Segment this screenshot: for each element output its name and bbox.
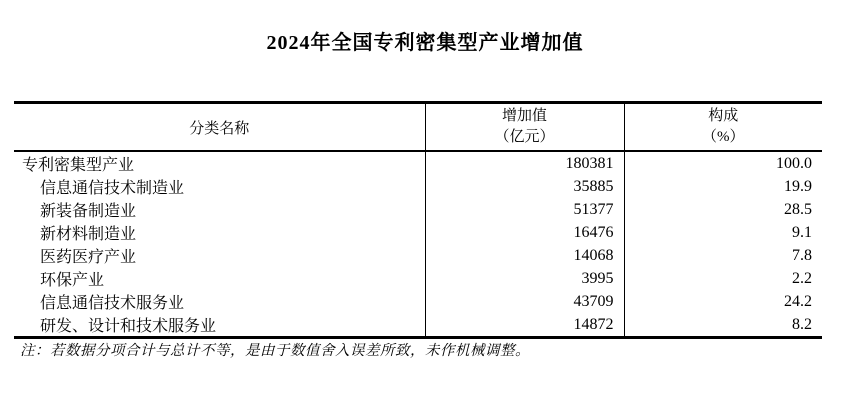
table-row [14,313,822,338]
header-share [624,103,822,152]
value-cell: 14068 [425,244,624,267]
header-category-label: 分类名称 [189,120,250,137]
header-value-label: 增加值 [501,108,547,124]
share-cell: 2.2 [624,267,822,290]
header-row [14,103,822,152]
value-cell: 14872 [425,313,624,338]
share-cell: 24.2 [624,290,822,313]
category-cell: 新材料制造业 [40,226,137,243]
value-cell: 35885 [425,175,624,198]
share-cell: 9.1 [624,221,822,244]
value-cell: 180381 [425,151,624,175]
table-row [14,151,822,175]
value-cell: 43709 [425,290,624,313]
table-row [14,244,822,267]
share-cell: 8.2 [624,313,822,338]
share-cell: 100.0 [624,151,822,175]
category-cell: 信息通信技术服务业 [40,295,185,312]
page-title: 2024年全国专利密集型产业增加值 [266,32,584,54]
category-cell: 信息通信技术制造业 [40,180,185,197]
header-share-label: 构成 [708,108,739,124]
category-cell: 医药医疗产业 [40,249,137,266]
header-category [14,103,425,152]
category-cell: 环保产业 [40,272,105,289]
share-cell: 7.8 [624,244,822,267]
table-row [14,290,822,313]
share-cell: 19.9 [624,175,822,198]
header-share-unit: （%） [702,129,745,145]
category-cell: 专利密集型产业 [22,157,135,174]
industry-value-table [14,101,822,339]
value-cell: 16476 [425,221,624,244]
table-row [14,221,822,244]
footnote: 注：若数据分项合计与总计不等，是由于数值舍入误差所致，未作机械调整。 [20,343,530,359]
header-value [425,103,624,152]
category-cell: 新装备制造业 [40,203,137,220]
value-cell: 51377 [425,198,624,221]
value-cell: 3995 [425,267,624,290]
table-row [14,267,822,290]
table-row [14,175,822,198]
table-row [14,198,822,221]
share-cell: 28.5 [624,198,822,221]
category-cell: 研发、设计和技术服务业 [40,318,217,335]
header-value-unit: （亿元） [494,129,555,145]
